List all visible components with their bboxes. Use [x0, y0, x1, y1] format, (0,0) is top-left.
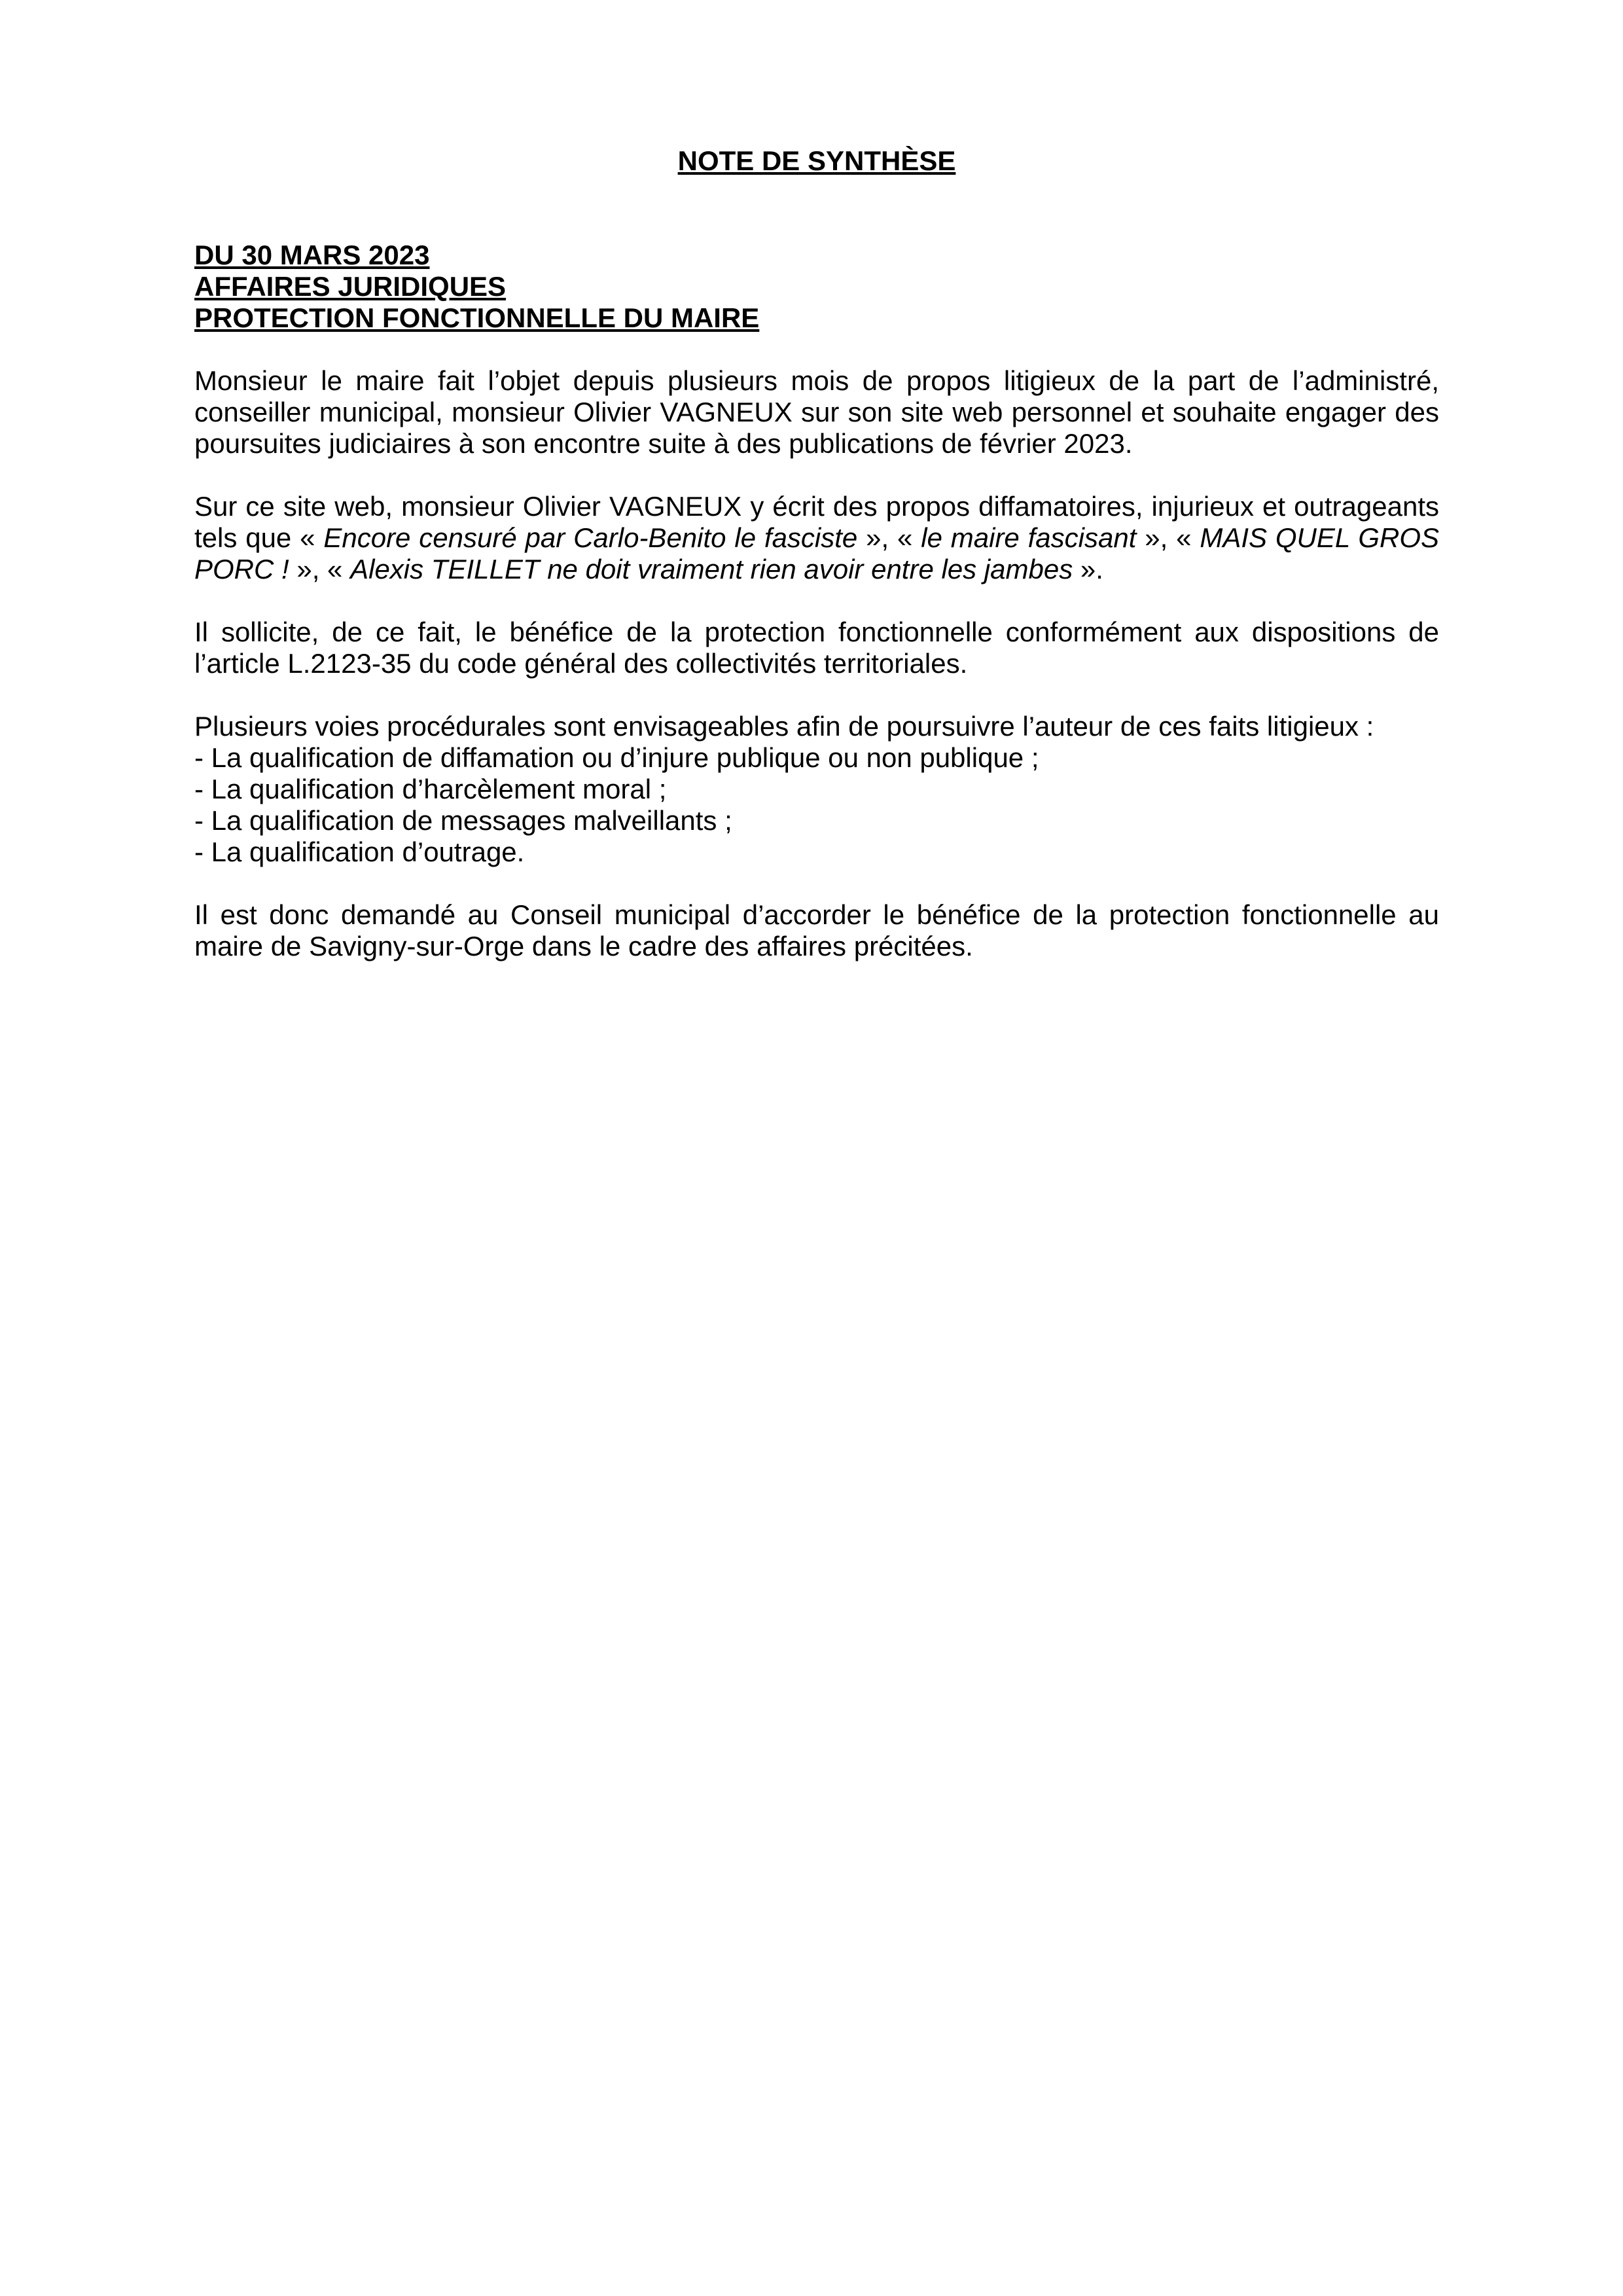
- document-header: [194, 240, 1439, 334]
- procedures-list: [194, 711, 1439, 868]
- list-item: - La qualification d’outrage.: [194, 836, 525, 867]
- document-title: NOTE DE SYNTHÈSE: [677, 145, 956, 176]
- paragraph-quotes: [194, 491, 1439, 585]
- quotes-segment-3: le maire fascisant: [921, 522, 1137, 553]
- quotes-segment-8: ».: [1073, 554, 1103, 584]
- paragraph-intro: Monsieur le maire fait l’objet depuis plusieurs mois de propos litigieux de la part de l’administré, conseiller municipal, monsieur Olivier VAGNEUX sur son site web personnel et souhaite engager des poursuites judiciaires à son encontre suite à des publications de février 2023.: [194, 365, 1439, 459]
- quotes-segment-1: Encore censuré par Carlo-Benito le fasciste: [323, 522, 858, 553]
- header-service-text: AFFAIRES JURIDIQUES: [194, 271, 507, 302]
- quotes-segment-0: Sur ce site web, monsieur Olivier VAGNEUX y écrit des propos diffamatoires, injurieux et outrageants tels que «: [194, 491, 1439, 553]
- procedures-intro: Plusieurs voies procédurales sont envisageables afin de poursuivre l’auteur de ces faits litigieux :: [194, 711, 1374, 742]
- list-item: - La qualification d’harcèlement moral ;: [194, 774, 667, 804]
- list-item: - La qualification de messages malveillants ;: [194, 805, 732, 836]
- list-item: - La qualification de diffamation ou d’injure publique ou non publique ;: [194, 742, 1039, 773]
- header-line-subject: [194, 302, 1439, 334]
- quotes-segment-6: », «: [289, 554, 351, 584]
- quotes-segment-7: Alexis TEILLET ne doit vraiment rien avoir entre les jambes: [350, 554, 1073, 584]
- header-subject-text: PROTECTION FONCTIONNELLE DU MAIRE: [194, 302, 760, 333]
- quotes-segment-4: », «: [1136, 522, 1200, 553]
- header-line-service: [194, 271, 1439, 302]
- paragraph-legal-basis: Il sollicite, de ce fait, le bénéfice de la protection fonctionnelle conformément aux dispositions de l’article L.2123-35 du code général des collectivités territoriales.: [194, 617, 1439, 679]
- quotes-segment-5: MAIS QUEL GROS PORC !: [194, 522, 1439, 584]
- quotes-segment-2: », «: [857, 522, 921, 553]
- header-date-text: DU 30 MARS 2023: [194, 240, 430, 270]
- paragraph-request: Il est donc demandé au Conseil municipal d’accorder le bénéfice de la protection fonctionnelle au maire de Savigny-sur-Orge dans le cadre des affaires précitées.: [194, 899, 1439, 961]
- header-line-date: [194, 240, 1439, 271]
